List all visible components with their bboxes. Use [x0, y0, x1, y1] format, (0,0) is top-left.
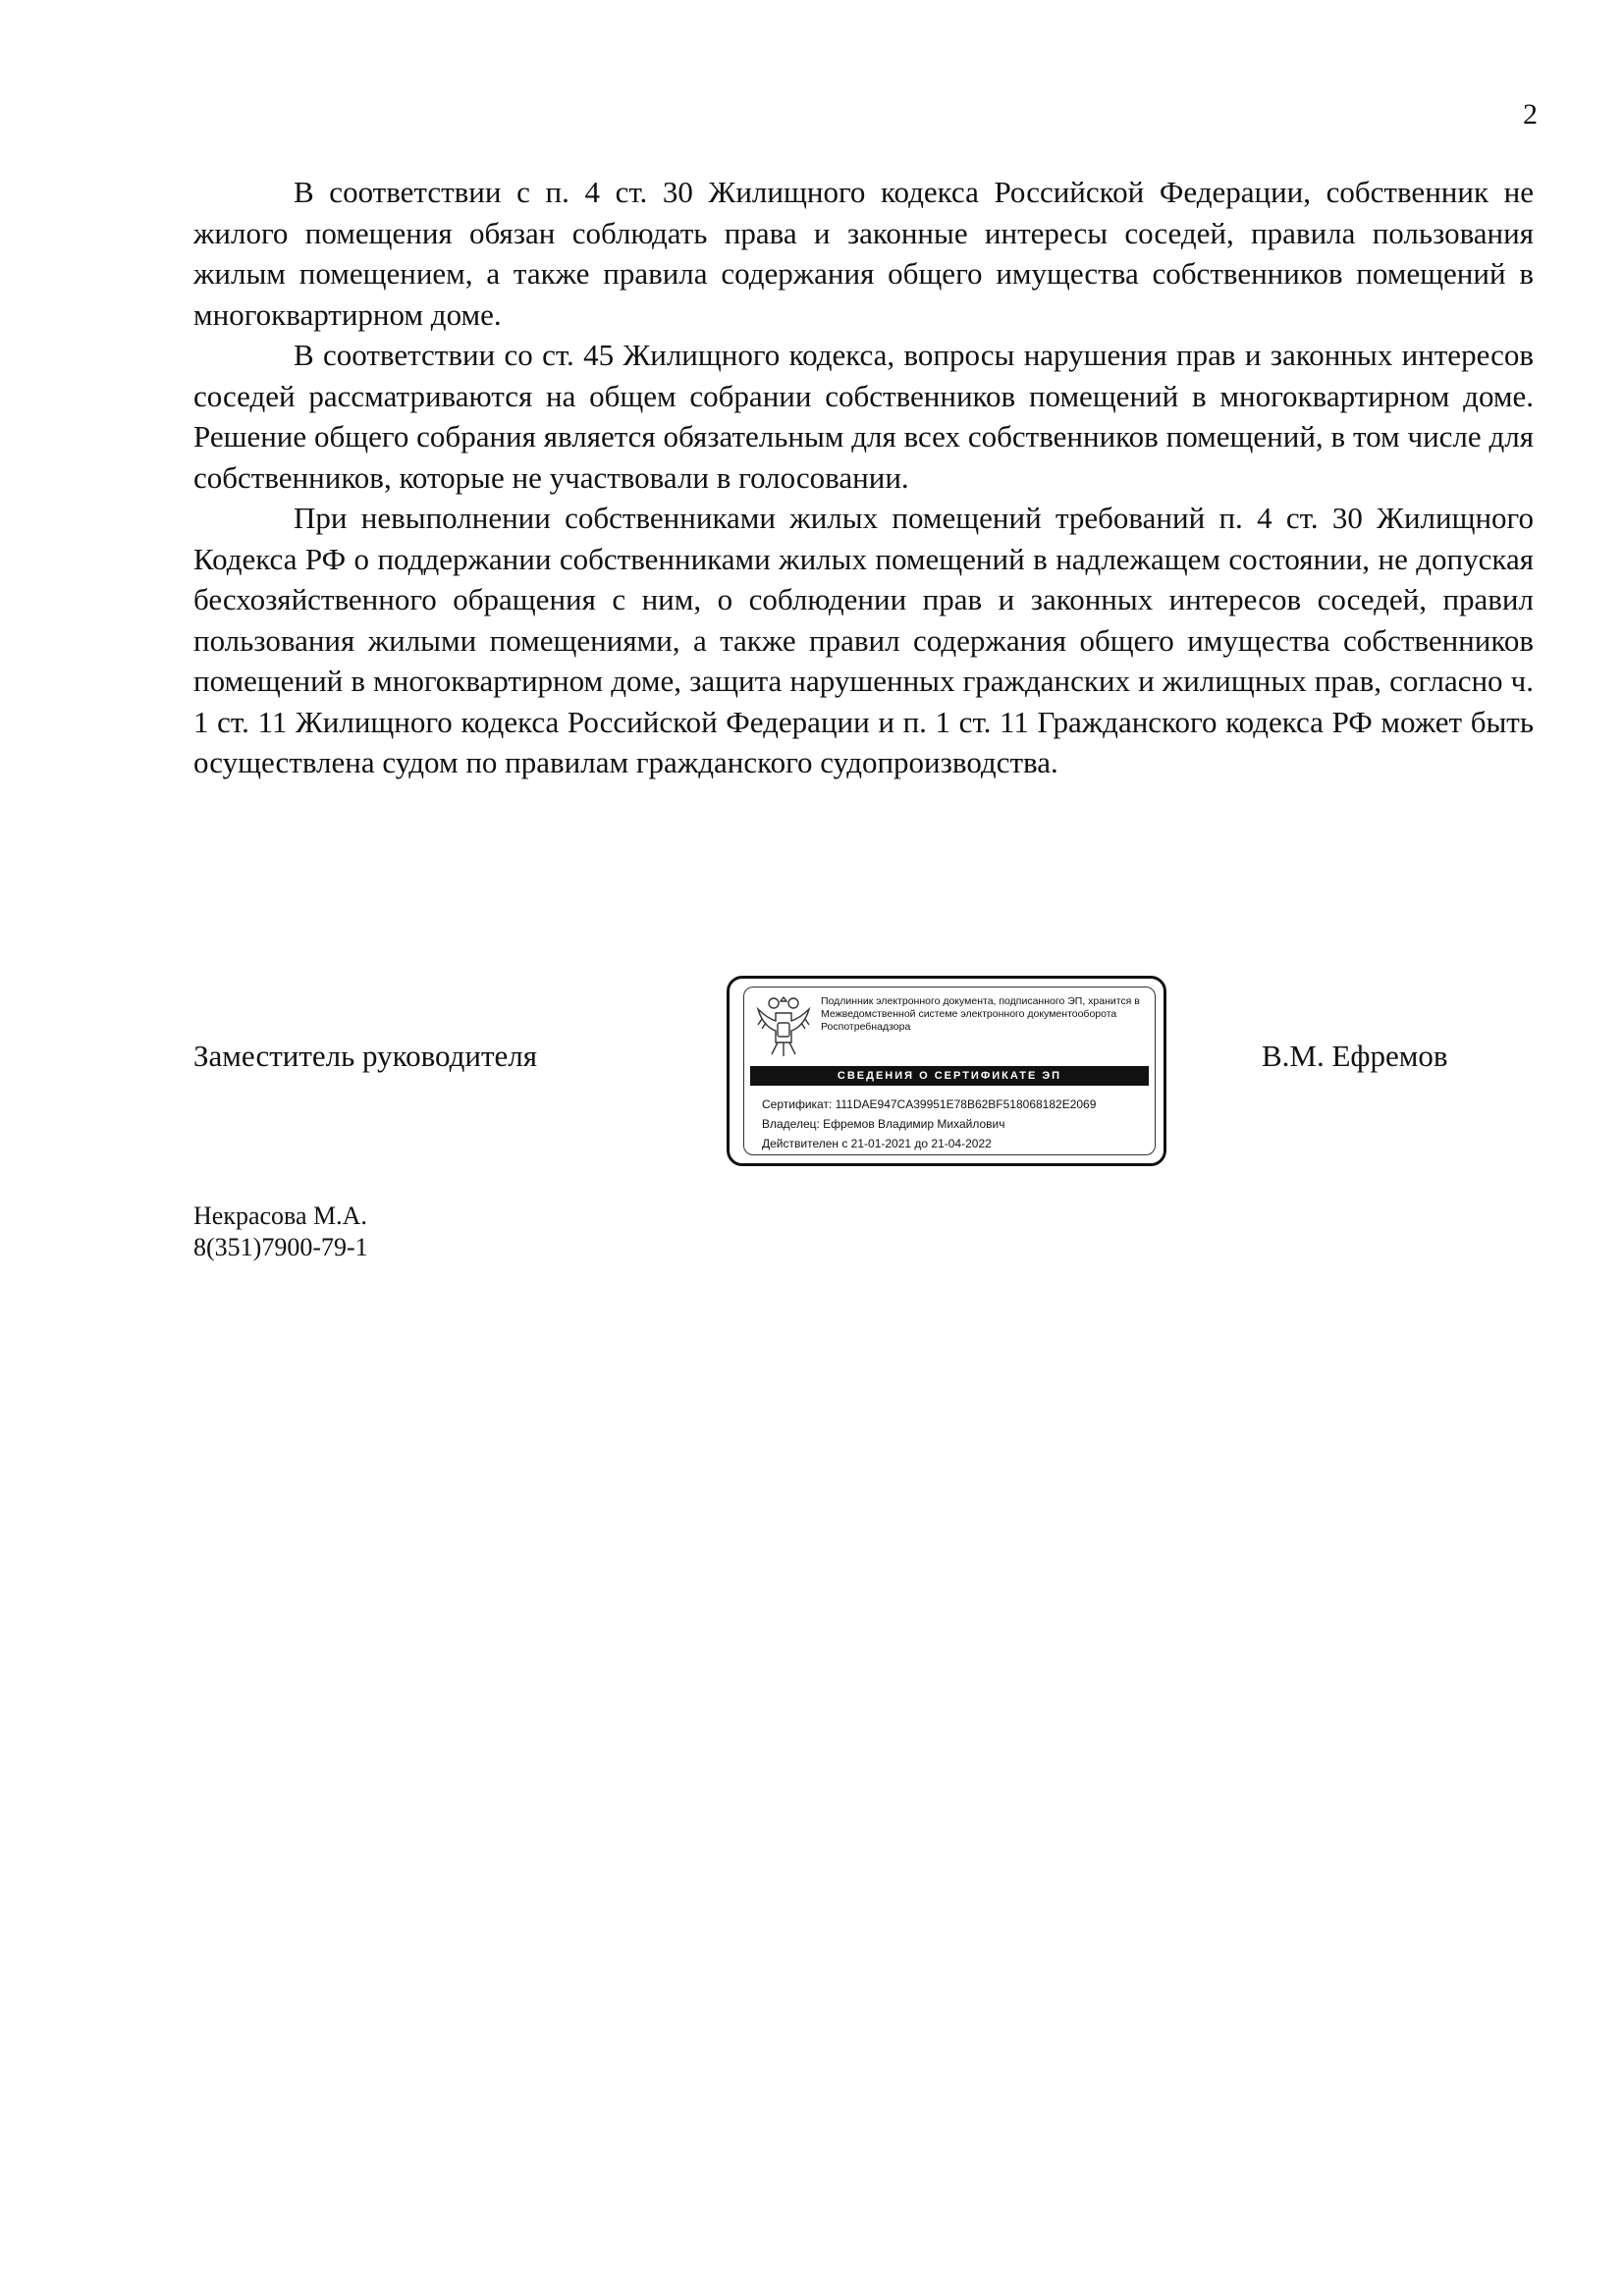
page-number: 2: [1523, 98, 1538, 131]
signatory-title: Заместитель руководителя: [193, 1039, 538, 1073]
executor-phone: 8(351)7900-79-1: [193, 1233, 368, 1261]
stamp-frame: [743, 987, 1156, 1155]
russian-coat-of-arms-icon: [752, 993, 815, 1060]
paragraph-2: В соответствии со ст. 45 Жилищного кодекса, вопросы нарушения прав и законных интересов соседей рассматриваются на общем собрании собственников помещений в многоквартирном доме. Решение общего собрания является обязательным для всех собственников помещений, в том числе для собственников, которые не участвовали в голосовании.: [193, 338, 1534, 495]
signatory-name: В.М. Ефремов: [1262, 1039, 1448, 1073]
stamp-header: СВЕДЕНИЯ О СЕРТИФИКАТЕ ЭП: [750, 1066, 1149, 1086]
executor-name: Некрасова М.А.: [193, 1201, 367, 1230]
certificate-owner: Владелец: Ефремов Владимир Михайлович: [762, 1117, 1005, 1131]
stamp-note: Подлинник электронного документа, подписанного ЭП, хранится в Межведомственной системе электронного документооборота Роспотребнадзора: [821, 995, 1140, 1033]
certificate-number: Сертификат: 111DAE947CA39951E78B62BF518068182E2069: [762, 1097, 1097, 1111]
paragraph-3: При невыполнении собственниками жилых помещений требований п. 4 ст. 30 Жилищного Кодекса РФ о поддержании собственниками жилых помещений в надлежащем состоянии, не допуская бесхозяйственного обращения с ним, о соблюдении прав и законных интересов соседей, правил пользования жилыми помещениями, а также правил содержания общего имущества собственников помещений в многоквартирном доме, защита нарушенных гражданских и жилищных прав, согласно ч. 1 ст. 11 Жилищного кодекса Российской Федерации и п. 1 ст. 11 Гражданского кодекса РФ может быть осуществлена судом по правилам гражданского судопроизводства.: [193, 501, 1534, 779]
certificate-validity: Действителен с 21-01-2021 до 21-04-2022: [762, 1137, 992, 1150]
letter-body: [193, 172, 1534, 783]
paragraph-1: В соответствии с п. 4 ст. 30 Жилищного кодекса Российской Федерации, собственник не жилого помещения обязан соблюдать права и законные интересы соседей, правила пользования жилым помещением, а также правила содержания общего имущества собственников помещений в многоквартирном доме.: [193, 175, 1534, 332]
electronic-signature-stamp: [727, 976, 1166, 1166]
executor-contact: [193, 1201, 368, 1263]
